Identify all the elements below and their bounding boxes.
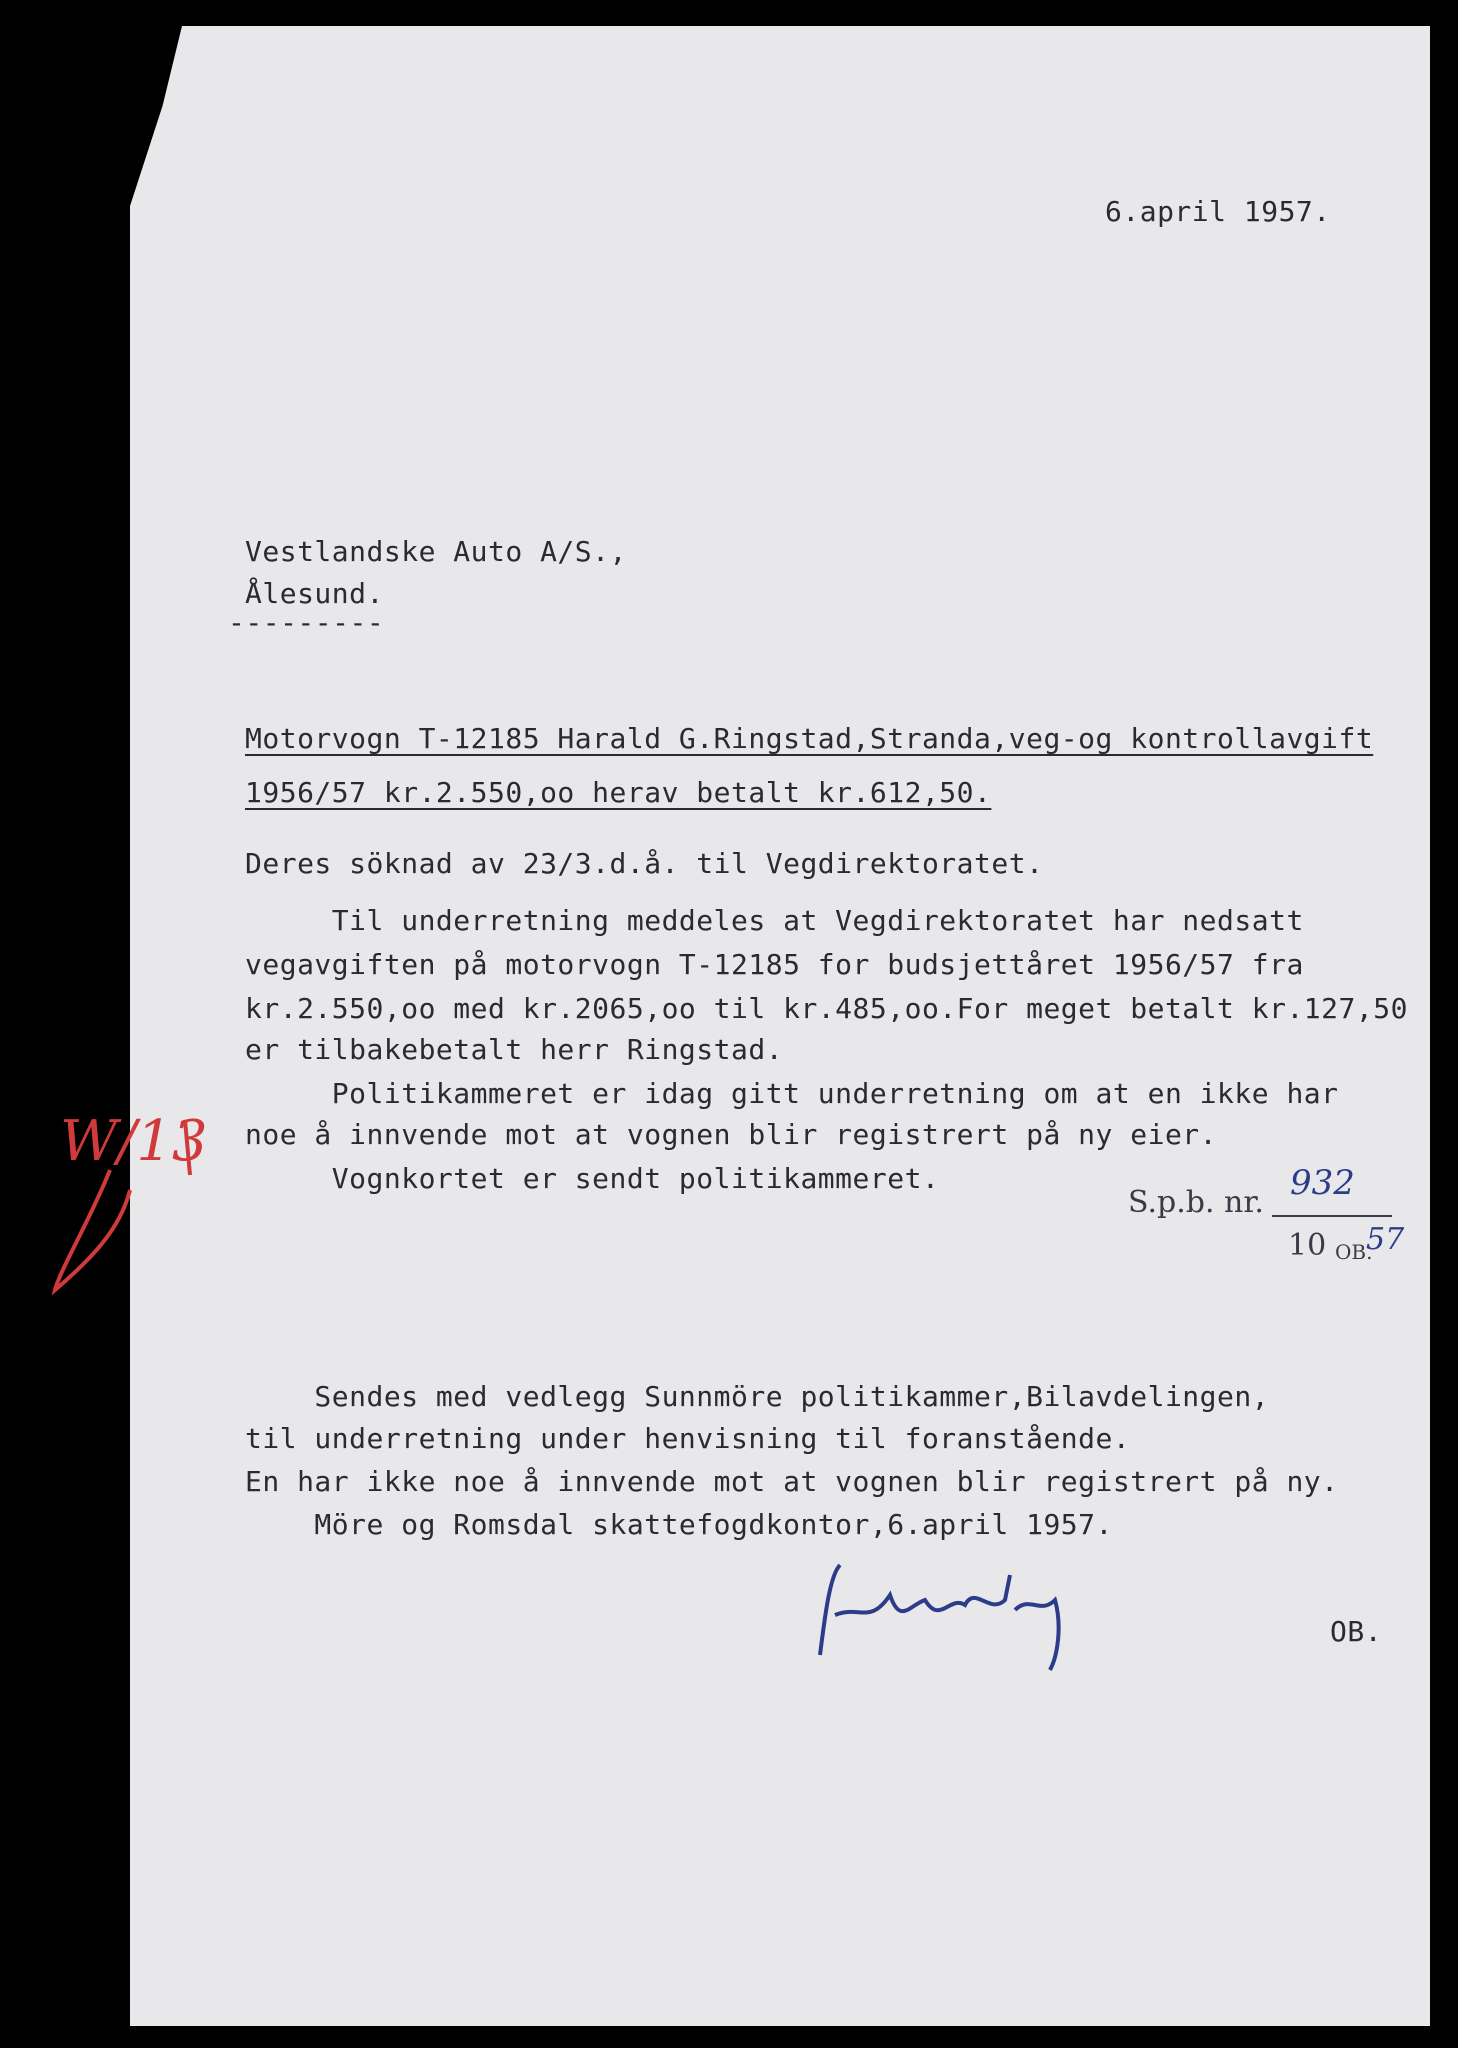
spb-day: 10	[1288, 1228, 1327, 1263]
reference-line: Deres söknad av 23/3.d.å. til Vegdirektoratet.	[245, 847, 1044, 880]
spb-stamp-label: S.p.b. nr.	[1128, 1185, 1264, 1220]
document-page	[130, 26, 1430, 2026]
spb-number: 932	[1290, 1163, 1355, 1203]
body-line: kr.2.550,oo med kr.2065,oo til kr.485,oo.For meget betalt kr.127,50	[245, 992, 1408, 1025]
body-line: vegavgiften på motorvogn T-12185 for budsjettåret 1956/57 fra	[245, 948, 1304, 981]
spb-underline	[1272, 1215, 1392, 1217]
body-line: Til underretning meddeles at Vegdirektoratet har nedsatt	[245, 904, 1304, 937]
recipient-name: Vestlandske Auto A/S.,	[245, 535, 627, 568]
forwarding-line: En har ikke noe å innvende mot at vognen blir registrert på ny.	[245, 1465, 1339, 1498]
recipient-city: Ålesund.	[245, 577, 384, 610]
subject-line-1: Motorvogn T-12185 Harald G.Ringstad,Stranda,veg-og kontrollavgift	[245, 722, 1374, 755]
body-line: Vognkortet er sendt politikammeret.	[245, 1162, 940, 1195]
forwarding-line: Möre og Romsdal skattefogdkontor,6.april 1957.	[245, 1508, 1113, 1541]
body-line: noe å innvende mot at vognen blir registrert på ny eier.	[245, 1118, 1218, 1151]
forwarding-initials: OB.	[1330, 1615, 1383, 1648]
body-line: Politikammeret er idag gitt underretning om at en ikke har	[245, 1077, 1339, 1110]
body-line: er tilbakebetalt herr Ringstad.	[245, 1033, 784, 1066]
red-annotation	[50, 1080, 210, 1300]
forwarding-line: til underretning under henvisning til foranstående.	[245, 1422, 1131, 1455]
signature	[800, 1555, 1090, 1675]
spb-year: 57	[1366, 1222, 1405, 1257]
red-annotation-drawing	[50, 1080, 210, 1300]
signature-drawing	[800, 1555, 1090, 1675]
recipient-rule: ---------	[228, 606, 385, 639]
spb-initials: OB.	[1335, 1240, 1373, 1264]
forwarding-line: Sendes med vedlegg Sunnmöre politikammer,Bilavdelingen,	[245, 1380, 1270, 1413]
subject-line-2: 1956/57 kr.2.550,oo herav betalt kr.612,50.	[245, 776, 992, 809]
letter-date: 6.april 1957.	[1105, 195, 1331, 228]
red-annotation-text: W/13	[60, 1109, 208, 1174]
